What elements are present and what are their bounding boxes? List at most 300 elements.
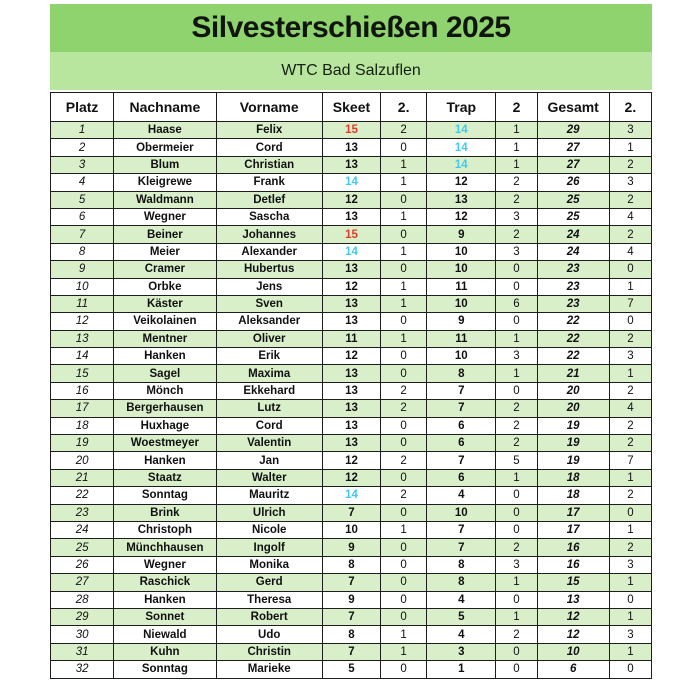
cell-gesamt: 19 xyxy=(537,435,609,452)
cell-vorname: Cord xyxy=(216,417,322,434)
cell-skeet: 13 xyxy=(322,400,380,417)
header-gesamt: Gesamt xyxy=(537,93,609,122)
cell-trap2: 0 xyxy=(496,382,537,399)
cell-nachname: Blum xyxy=(114,156,216,173)
cell-vorname: Monika xyxy=(216,556,322,573)
table-row xyxy=(51,382,652,399)
cell-trap2: 3 xyxy=(496,243,537,260)
cell-nachname: Niewald xyxy=(114,626,216,643)
cell-skeet: 14 xyxy=(322,174,380,191)
cell-trap2: 2 xyxy=(496,417,537,434)
cell-trap2: 0 xyxy=(496,504,537,521)
table-row xyxy=(51,330,652,347)
cell-vorname: Valentin xyxy=(216,435,322,452)
cell-platz: 8 xyxy=(51,243,114,260)
header-gesamt-2: 2. xyxy=(609,93,651,122)
cell-nachname: Wegner xyxy=(114,556,216,573)
cell-skeet: 5 xyxy=(322,661,380,678)
cell-gesamt2: 1 xyxy=(609,469,651,486)
cell-vorname: Ingolf xyxy=(216,539,322,556)
cell-gesamt2: 0 xyxy=(609,591,651,608)
cell-nachname: Mentner xyxy=(114,330,216,347)
cell-vorname: Gerd xyxy=(216,574,322,591)
cell-nachname: Sonntag xyxy=(114,661,216,678)
cell-gesamt: 19 xyxy=(537,417,609,434)
cell-trap2: 0 xyxy=(496,278,537,295)
cell-nachname: Staatz xyxy=(114,469,216,486)
cell-skeet: 12 xyxy=(322,452,380,469)
subtitle-band xyxy=(50,52,652,90)
cell-skeet2: 0 xyxy=(381,556,427,573)
cell-skeet2: 0 xyxy=(381,504,427,521)
cell-trap: 8 xyxy=(427,365,496,382)
cell-vorname: Mauritz xyxy=(216,487,322,504)
cell-nachname: Waldmann xyxy=(114,191,216,208)
cell-nachname: Brink xyxy=(114,504,216,521)
cell-skeet2: 0 xyxy=(381,661,427,678)
cell-trap2: 0 xyxy=(496,643,537,660)
cell-skeet: 9 xyxy=(322,539,380,556)
cell-gesamt: 21 xyxy=(537,365,609,382)
cell-platz: 10 xyxy=(51,278,114,295)
table-row xyxy=(51,261,652,278)
cell-vorname: Erik xyxy=(216,348,322,365)
cell-trap: 7 xyxy=(427,521,496,538)
cell-gesamt2: 1 xyxy=(609,278,651,295)
cell-vorname: Jan xyxy=(216,452,322,469)
cell-platz: 22 xyxy=(51,487,114,504)
cell-nachname: Orbke xyxy=(114,278,216,295)
cell-trap: 10 xyxy=(427,243,496,260)
cell-skeet2: 2 xyxy=(381,382,427,399)
cell-platz: 26 xyxy=(51,556,114,573)
cell-trap2: 0 xyxy=(496,313,537,330)
cell-skeet2: 1 xyxy=(381,243,427,260)
cell-nachname: Meier xyxy=(114,243,216,260)
cell-vorname: Christin xyxy=(216,643,322,660)
table-row xyxy=(51,122,652,139)
cell-platz: 15 xyxy=(51,365,114,382)
cell-skeet: 12 xyxy=(322,348,380,365)
header-trap-2: 2 xyxy=(496,93,537,122)
cell-trap: 8 xyxy=(427,574,496,591)
cell-gesamt2: 4 xyxy=(609,208,651,225)
cell-gesamt2: 2 xyxy=(609,487,651,504)
cell-skeet: 12 xyxy=(322,469,380,486)
cell-vorname: Johannes xyxy=(216,226,322,243)
table-row xyxy=(51,208,652,225)
cell-nachname: Huxhage xyxy=(114,417,216,434)
table-row xyxy=(51,452,652,469)
cell-gesamt2: 2 xyxy=(609,435,651,452)
cell-gesamt: 22 xyxy=(537,330,609,347)
cell-skeet2: 1 xyxy=(381,643,427,660)
cell-skeet: 13 xyxy=(322,139,380,156)
cell-gesamt: 25 xyxy=(537,208,609,225)
cell-gesamt: 17 xyxy=(537,504,609,521)
cell-gesamt2: 1 xyxy=(609,139,651,156)
cell-gesamt2: 2 xyxy=(609,226,651,243)
table-row xyxy=(51,521,652,538)
cell-trap2: 2 xyxy=(496,400,537,417)
table-row xyxy=(51,400,652,417)
table-row xyxy=(51,487,652,504)
cell-gesamt2: 2 xyxy=(609,191,651,208)
cell-skeet2: 1 xyxy=(381,330,427,347)
cell-gesamt: 26 xyxy=(537,174,609,191)
cell-gesamt2: 4 xyxy=(609,243,651,260)
cell-vorname: Ekkehard xyxy=(216,382,322,399)
cell-skeet2: 0 xyxy=(381,226,427,243)
cell-gesamt: 13 xyxy=(537,591,609,608)
cell-skeet: 9 xyxy=(322,591,380,608)
cell-trap2: 1 xyxy=(496,574,537,591)
cell-platz: 5 xyxy=(51,191,114,208)
cell-skeet2: 2 xyxy=(381,400,427,417)
cell-skeet: 11 xyxy=(322,330,380,347)
cell-skeet2: 1 xyxy=(381,278,427,295)
cell-trap: 6 xyxy=(427,417,496,434)
cell-nachname: Sagel xyxy=(114,365,216,382)
header-vorname: Vorname xyxy=(216,93,322,122)
cell-gesamt: 18 xyxy=(537,469,609,486)
cell-vorname: Alexander xyxy=(216,243,322,260)
cell-nachname: Käster xyxy=(114,295,216,312)
cell-trap: 7 xyxy=(427,539,496,556)
cell-trap2: 1 xyxy=(496,330,537,347)
cell-trap2: 1 xyxy=(496,156,537,173)
cell-trap2: 2 xyxy=(496,226,537,243)
cell-nachname: Sonnet xyxy=(114,608,216,625)
cell-gesamt: 6 xyxy=(537,661,609,678)
cell-skeet2: 1 xyxy=(381,521,427,538)
cell-nachname: Haase xyxy=(114,122,216,139)
cell-gesamt: 16 xyxy=(537,539,609,556)
cell-skeet2: 0 xyxy=(381,591,427,608)
cell-platz: 4 xyxy=(51,174,114,191)
cell-skeet2: 1 xyxy=(381,626,427,643)
cell-vorname: Aleksander xyxy=(216,313,322,330)
cell-gesamt: 25 xyxy=(537,191,609,208)
cell-skeet: 10 xyxy=(322,521,380,538)
cell-vorname: Felix xyxy=(216,122,322,139)
cell-nachname: Wegner xyxy=(114,208,216,225)
cell-trap2: 2 xyxy=(496,174,537,191)
cell-nachname: Mönch xyxy=(114,382,216,399)
cell-skeet2: 1 xyxy=(381,208,427,225)
cell-vorname: Lutz xyxy=(216,400,322,417)
cell-gesamt2: 0 xyxy=(609,261,651,278)
table-row xyxy=(51,226,652,243)
cell-gesamt: 10 xyxy=(537,643,609,660)
cell-trap: 7 xyxy=(427,382,496,399)
cell-trap2: 0 xyxy=(496,591,537,608)
table-row xyxy=(51,626,652,643)
cell-gesamt: 22 xyxy=(537,348,609,365)
cell-skeet2: 0 xyxy=(381,608,427,625)
cell-trap: 4 xyxy=(427,591,496,608)
cell-trap2: 1 xyxy=(496,469,537,486)
cell-vorname: Jens xyxy=(216,278,322,295)
cell-gesamt2: 1 xyxy=(609,608,651,625)
header-skeet-2: 2. xyxy=(381,93,427,122)
cell-skeet: 7 xyxy=(322,504,380,521)
cell-nachname: Münchhausen xyxy=(114,539,216,556)
cell-gesamt2: 2 xyxy=(609,330,651,347)
cell-gesamt: 29 xyxy=(537,122,609,139)
table-row xyxy=(51,174,652,191)
cell-skeet2: 0 xyxy=(381,417,427,434)
table-row xyxy=(51,417,652,434)
cell-trap2: 1 xyxy=(496,139,537,156)
cell-skeet: 15 xyxy=(322,226,380,243)
table-row xyxy=(51,608,652,625)
cell-platz: 16 xyxy=(51,382,114,399)
table-row xyxy=(51,574,652,591)
cell-vorname: Detlef xyxy=(216,191,322,208)
cell-platz: 28 xyxy=(51,591,114,608)
cell-trap: 14 xyxy=(427,156,496,173)
cell-nachname: Veikolainen xyxy=(114,313,216,330)
cell-gesamt2: 2 xyxy=(609,539,651,556)
cell-skeet2: 2 xyxy=(381,487,427,504)
cell-trap: 12 xyxy=(427,208,496,225)
cell-vorname: Christian xyxy=(216,156,322,173)
cell-trap2: 3 xyxy=(496,348,537,365)
cell-trap: 7 xyxy=(427,400,496,417)
cell-vorname: Robert xyxy=(216,608,322,625)
table-row xyxy=(51,295,652,312)
table-row xyxy=(51,643,652,660)
cell-skeet: 13 xyxy=(322,208,380,225)
cell-skeet2: 1 xyxy=(381,174,427,191)
cell-skeet: 12 xyxy=(322,191,380,208)
cell-nachname: Cramer xyxy=(114,261,216,278)
cell-gesamt2: 3 xyxy=(609,174,651,191)
header-nachname: Nachname xyxy=(114,93,216,122)
cell-trap: 10 xyxy=(427,295,496,312)
cell-nachname: Kleigrewe xyxy=(114,174,216,191)
cell-gesamt2: 1 xyxy=(609,574,651,591)
cell-trap2: 5 xyxy=(496,452,537,469)
table-row xyxy=(51,348,652,365)
cell-trap: 6 xyxy=(427,469,496,486)
cell-vorname: Marieke xyxy=(216,661,322,678)
cell-nachname: Beiner xyxy=(114,226,216,243)
header-trap: Trap xyxy=(427,93,496,122)
cell-gesamt2: 2 xyxy=(609,417,651,434)
table-row xyxy=(51,435,652,452)
cell-trap2: 2 xyxy=(496,539,537,556)
cell-platz: 29 xyxy=(51,608,114,625)
cell-platz: 11 xyxy=(51,295,114,312)
cell-vorname: Frank xyxy=(216,174,322,191)
cell-trap2: 0 xyxy=(496,521,537,538)
cell-skeet: 13 xyxy=(322,435,380,452)
cell-skeet: 12 xyxy=(322,278,380,295)
cell-skeet: 13 xyxy=(322,261,380,278)
cell-gesamt: 12 xyxy=(537,608,609,625)
cell-trap: 8 xyxy=(427,556,496,573)
cell-skeet: 7 xyxy=(322,574,380,591)
table-row xyxy=(51,556,652,573)
cell-trap: 11 xyxy=(427,278,496,295)
cell-nachname: Kuhn xyxy=(114,643,216,660)
cell-trap: 4 xyxy=(427,626,496,643)
cell-vorname: Oliver xyxy=(216,330,322,347)
cell-trap: 10 xyxy=(427,504,496,521)
cell-gesamt: 18 xyxy=(537,487,609,504)
cell-nachname: Hanken xyxy=(114,452,216,469)
cell-skeet2: 0 xyxy=(381,313,427,330)
cell-trap2: 0 xyxy=(496,661,537,678)
cell-platz: 14 xyxy=(51,348,114,365)
cell-trap: 14 xyxy=(427,139,496,156)
table-row xyxy=(51,469,652,486)
cell-gesamt2: 3 xyxy=(609,626,651,643)
table-row xyxy=(51,139,652,156)
cell-platz: 24 xyxy=(51,521,114,538)
cell-platz: 32 xyxy=(51,661,114,678)
cell-platz: 3 xyxy=(51,156,114,173)
cell-vorname: Hubertus xyxy=(216,261,322,278)
cell-skeet: 13 xyxy=(322,417,380,434)
cell-skeet2: 0 xyxy=(381,261,427,278)
title-band xyxy=(50,4,652,52)
cell-skeet: 13 xyxy=(322,382,380,399)
cell-gesamt: 23 xyxy=(537,278,609,295)
cell-trap2: 3 xyxy=(496,208,537,225)
cell-gesamt: 22 xyxy=(537,313,609,330)
cell-skeet2: 2 xyxy=(381,452,427,469)
cell-skeet2: 2 xyxy=(381,122,427,139)
cell-trap2: 0 xyxy=(496,261,537,278)
cell-platz: 6 xyxy=(51,208,114,225)
cell-gesamt2: 0 xyxy=(609,661,651,678)
cell-trap: 13 xyxy=(427,191,496,208)
cell-vorname: Walter xyxy=(216,469,322,486)
cell-skeet2: 0 xyxy=(381,469,427,486)
cell-skeet2: 0 xyxy=(381,348,427,365)
cell-platz: 9 xyxy=(51,261,114,278)
cell-skeet: 13 xyxy=(322,365,380,382)
table-row xyxy=(51,365,652,382)
table-row xyxy=(51,661,652,678)
cell-vorname: Sascha xyxy=(216,208,322,225)
cell-platz: 12 xyxy=(51,313,114,330)
results-table xyxy=(50,92,652,679)
cell-nachname: Raschick xyxy=(114,574,216,591)
cell-gesamt2: 1 xyxy=(609,521,651,538)
cell-skeet2: 0 xyxy=(381,539,427,556)
cell-platz: 21 xyxy=(51,469,114,486)
cell-gesamt2: 7 xyxy=(609,295,651,312)
cell-gesamt: 23 xyxy=(537,261,609,278)
table-row xyxy=(51,591,652,608)
cell-trap2: 1 xyxy=(496,365,537,382)
cell-skeet: 13 xyxy=(322,156,380,173)
cell-skeet2: 0 xyxy=(381,435,427,452)
cell-platz: 20 xyxy=(51,452,114,469)
header-skeet: Skeet xyxy=(322,93,380,122)
cell-skeet: 8 xyxy=(322,556,380,573)
table-row xyxy=(51,313,652,330)
cell-skeet: 8 xyxy=(322,626,380,643)
header-platz: Platz xyxy=(51,93,114,122)
cell-gesamt: 15 xyxy=(537,574,609,591)
cell-gesamt2: 1 xyxy=(609,643,651,660)
cell-trap: 9 xyxy=(427,313,496,330)
cell-gesamt: 17 xyxy=(537,521,609,538)
cell-vorname: Theresa xyxy=(216,591,322,608)
cell-platz: 19 xyxy=(51,435,114,452)
cell-vorname: Maxima xyxy=(216,365,322,382)
cell-gesamt2: 7 xyxy=(609,452,651,469)
cell-trap: 14 xyxy=(427,122,496,139)
cell-gesamt: 12 xyxy=(537,626,609,643)
cell-gesamt: 20 xyxy=(537,400,609,417)
cell-nachname: Bergerhausen xyxy=(114,400,216,417)
cell-trap: 9 xyxy=(427,226,496,243)
cell-platz: 31 xyxy=(51,643,114,660)
table-row xyxy=(51,539,652,556)
cell-trap: 6 xyxy=(427,435,496,452)
cell-skeet2: 0 xyxy=(381,191,427,208)
cell-vorname: Nicole xyxy=(216,521,322,538)
cell-gesamt2: 4 xyxy=(609,400,651,417)
cell-gesamt2: 2 xyxy=(609,382,651,399)
cell-vorname: Ulrich xyxy=(216,504,322,521)
cell-gesamt2: 1 xyxy=(609,365,651,382)
cell-skeet: 13 xyxy=(322,295,380,312)
cell-gesamt2: 0 xyxy=(609,504,651,521)
cell-vorname: Udo xyxy=(216,626,322,643)
cell-gesamt: 20 xyxy=(537,382,609,399)
cell-gesamt2: 3 xyxy=(609,348,651,365)
cell-gesamt: 16 xyxy=(537,556,609,573)
results-sheet xyxy=(50,4,652,679)
cell-platz: 2 xyxy=(51,139,114,156)
table-row xyxy=(51,243,652,260)
cell-vorname: Cord xyxy=(216,139,322,156)
cell-trap: 12 xyxy=(427,174,496,191)
header-row xyxy=(51,93,652,122)
cell-skeet2: 0 xyxy=(381,574,427,591)
cell-gesamt: 19 xyxy=(537,452,609,469)
cell-trap: 10 xyxy=(427,348,496,365)
cell-platz: 17 xyxy=(51,400,114,417)
cell-skeet: 14 xyxy=(322,243,380,260)
cell-platz: 13 xyxy=(51,330,114,347)
cell-platz: 27 xyxy=(51,574,114,591)
cell-trap2: 2 xyxy=(496,435,537,452)
cell-platz: 1 xyxy=(51,122,114,139)
page-title: Silvesterschießen 2025 xyxy=(191,11,511,44)
cell-vorname: Sven xyxy=(216,295,322,312)
cell-trap: 11 xyxy=(427,330,496,347)
cell-gesamt2: 3 xyxy=(609,556,651,573)
cell-trap2: 0 xyxy=(496,487,537,504)
cell-trap2: 2 xyxy=(496,626,537,643)
cell-trap: 1 xyxy=(427,661,496,678)
cell-platz: 7 xyxy=(51,226,114,243)
cell-trap2: 1 xyxy=(496,122,537,139)
cell-trap: 7 xyxy=(427,452,496,469)
cell-skeet2: 1 xyxy=(381,295,427,312)
cell-trap2: 2 xyxy=(496,191,537,208)
cell-gesamt2: 3 xyxy=(609,122,651,139)
cell-trap: 4 xyxy=(427,487,496,504)
